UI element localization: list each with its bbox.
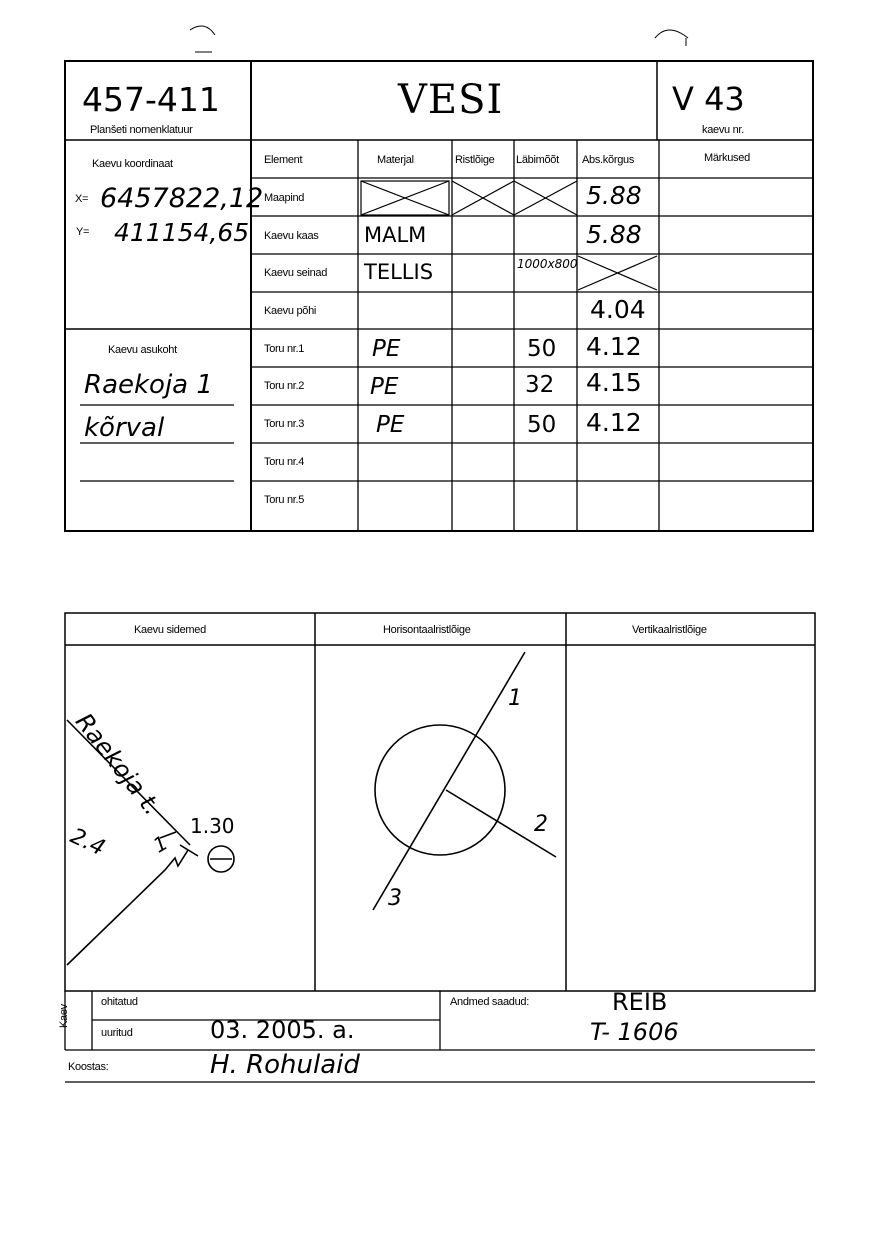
location-line2: kõrval [84, 413, 165, 443]
sketch-col1-label: Kaevu sidemed [134, 624, 206, 636]
y-prefix: Y= [76, 226, 90, 238]
y-value: 411154,65 [114, 218, 250, 247]
sheet-label: Planšeti nomenklatuur [90, 124, 193, 136]
row-diameter: 32 [525, 372, 555, 398]
row-element: Toru nr.3 [264, 418, 305, 430]
well-number: V 43 [672, 80, 745, 118]
pipe-label: 3 [388, 886, 402, 911]
data-received-label: Andmed saadud: [450, 996, 529, 1008]
header-material: Materjal [377, 154, 414, 166]
location-line1: Raekoja 1 [84, 370, 213, 400]
sketch-col3-label: Vertikaalristlõige [632, 624, 707, 636]
row-element: Toru nr.4 [264, 456, 305, 468]
surveyed-label: uuritud [101, 1027, 133, 1039]
row-element: Kaevu põhi [264, 305, 317, 317]
row-material: PE [376, 412, 405, 438]
row-material: TELLIS [364, 260, 434, 284]
row-material: PE [370, 374, 399, 400]
row-element: Toru nr.1 [264, 343, 305, 355]
distance-label: 2.4 [66, 823, 109, 862]
sheet-number: 457-411 [82, 80, 220, 119]
pipe-label: 1 [508, 686, 522, 711]
row-diameter: 1000x800 [517, 257, 578, 271]
row-material: PE [372, 336, 401, 362]
x-value: 6457822,12 [100, 183, 264, 214]
row-abs: 5.88 [586, 181, 642, 210]
distance-label: 1.30 [190, 814, 235, 838]
pipe-label: 2 [534, 812, 548, 837]
sketch-col2-label: Horisontaalristlõige [383, 624, 471, 636]
kaev-label: Kaev [58, 1004, 70, 1028]
row-diameter: 50 [527, 336, 557, 362]
x-prefix: X= [75, 193, 89, 205]
row-element: Toru nr.5 [264, 494, 305, 506]
row-abs: 4.04 [590, 295, 646, 324]
data-received-value: REIB [612, 988, 668, 1016]
coords-label: Kaevu koordinaat [92, 158, 173, 170]
compiled-value: H. Rohulaid [210, 1050, 360, 1080]
distance-label: 1 [148, 830, 172, 858]
header-abs: Abs.kõrgus [582, 154, 635, 166]
row-abs: 4.12 [586, 408, 642, 437]
header-notes: Märkused [704, 152, 750, 164]
compiled-label: Koostas: [68, 1061, 109, 1073]
row-element: Toru nr.2 [264, 380, 305, 392]
header-element: Element [264, 154, 303, 166]
row-material: MALM [364, 223, 427, 247]
row-element: Kaevu seinad [264, 267, 328, 279]
page-title: VESI [398, 77, 504, 123]
data-received-value: T- 1606 [590, 1018, 679, 1046]
checked-label: ohitatud [101, 996, 138, 1008]
row-abs: 4.12 [586, 332, 642, 361]
surveyed-value: 03. 2005. a. [210, 1016, 355, 1044]
well-label: kaevu nr. [702, 124, 744, 136]
location-label: Kaevu asukoht [108, 344, 177, 356]
row-element: Kaevu kaas [264, 230, 319, 242]
row-abs: 5.88 [586, 220, 642, 249]
row-diameter: 50 [527, 412, 557, 438]
header-cross: Ristlõige [455, 154, 495, 166]
street-label: Raekoja t. [69, 708, 167, 821]
row-abs: 4.15 [586, 368, 642, 397]
header-diameter: Läbimõõt [516, 154, 559, 166]
row-element: Maapind [264, 192, 305, 204]
